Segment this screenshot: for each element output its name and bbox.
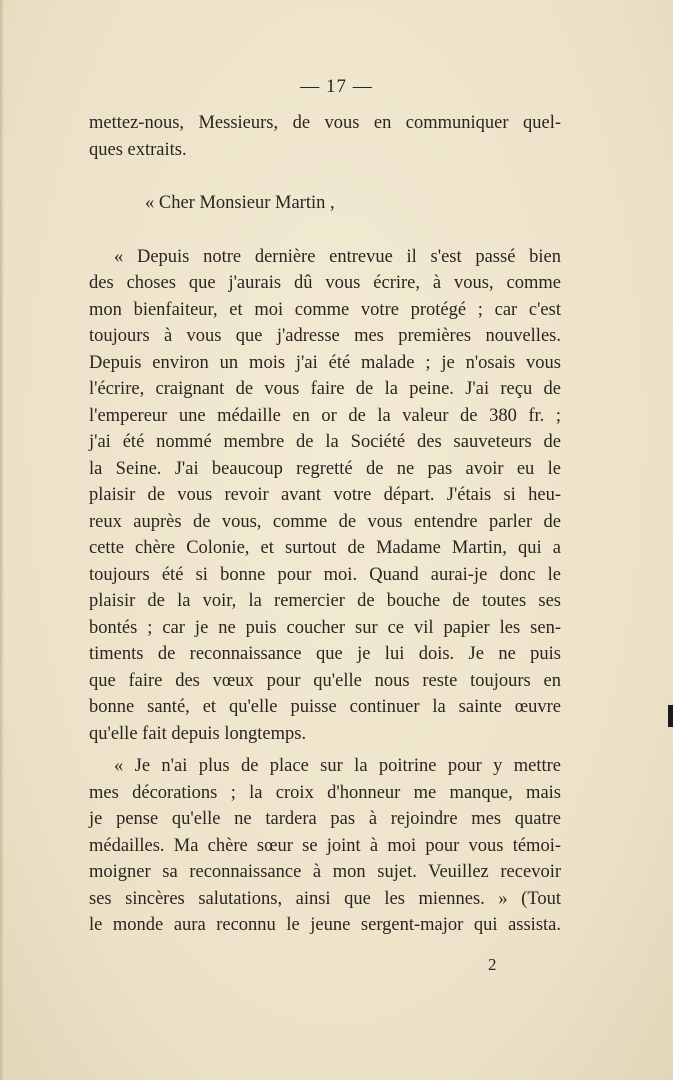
text-line: mettez-nous, Messieurs, de vous en communiquer quel-: [89, 113, 561, 133]
text-line: des choses que j'aurais dû vous écrire, à vous, comme: [89, 273, 561, 293]
text-line: cette chère Colonie, et surtout de Madame Martin, qui a: [89, 538, 561, 558]
text-line: Depuis environ un mois j'ai été malade ; je n'osais vous: [89, 352, 561, 373]
signature-mark: 2: [488, 955, 497, 974]
text-line: ses sincères salutations, ainsi que les miennes. » (Tout: [89, 888, 561, 909]
text-line: moigner sa reconnaissance à mon sujet. Veuillez recevoir: [89, 862, 561, 882]
text-line: timents de reconnaissance que je lui dois. Je ne puis: [89, 644, 561, 664]
margin-mark: [668, 705, 673, 727]
text-line: reux auprès de vous, comme de vous entendre parler de: [89, 511, 561, 532]
text-line: que faire des vœux pour qu'elle nous reste toujours en: [89, 670, 561, 691]
text-line: plaisir de vous revoir avant votre départ. J'étais si heu-: [89, 485, 561, 505]
text-line: toujours été si bonne pour moi. Quand aurai-je donc le: [89, 564, 561, 585]
page-number: — 17 —: [300, 76, 373, 97]
text-line: mes décorations ; la croix d'honneur me manque, mais: [89, 782, 561, 803]
page-edge-shadow: [0, 0, 4, 1080]
text-line: mon bienfaiteur, et moi comme votre protégé ; car c'est: [89, 299, 561, 320]
text-line: ques extraits.: [89, 139, 187, 160]
text-line: le monde aura reconnu le jeune sergent-major qui assista.: [89, 915, 561, 935]
text-line: l'écrire, craignant de vous faire de la peine. J'ai reçu de: [89, 379, 561, 399]
text-line: je pense qu'elle ne tardera pas à rejoindre mes quatre: [89, 809, 561, 829]
text-line: médailles. Ma chère sœur se joint à moi pour vous témoi-: [89, 835, 561, 856]
text-line: la Seine. J'ai beaucoup regretté de ne pas avoir eu le: [89, 458, 561, 479]
text-line: qu'elle fait depuis longtemps.: [89, 723, 307, 744]
text-line: bontés ; car je ne puis coucher sur ce vil papier les sen-: [89, 617, 561, 638]
text-line: j'ai été nommé membre de la Société des sauveteurs de: [89, 432, 561, 452]
text-line: toujours à vous que j'adresse mes premières nouvelles.: [89, 326, 561, 346]
body-text: [89, 110, 561, 939]
salutation-line: « Cher Monsieur Martin ,: [145, 193, 335, 213]
text-line: bonne santé, et qu'elle puisse continuer la sainte œuvre: [89, 697, 561, 717]
text-line: « Je n'ai plus de place sur la poitrine pour y mettre: [114, 756, 561, 776]
text-line: « Depuis notre dernière entrevue il s'est passé bien: [114, 246, 561, 267]
text-line: plaisir de la voir, la remercier de bouche de toutes ses: [89, 591, 561, 611]
text-line: l'empereur une médaille en or de la valeur de 380 fr. ;: [89, 405, 561, 426]
